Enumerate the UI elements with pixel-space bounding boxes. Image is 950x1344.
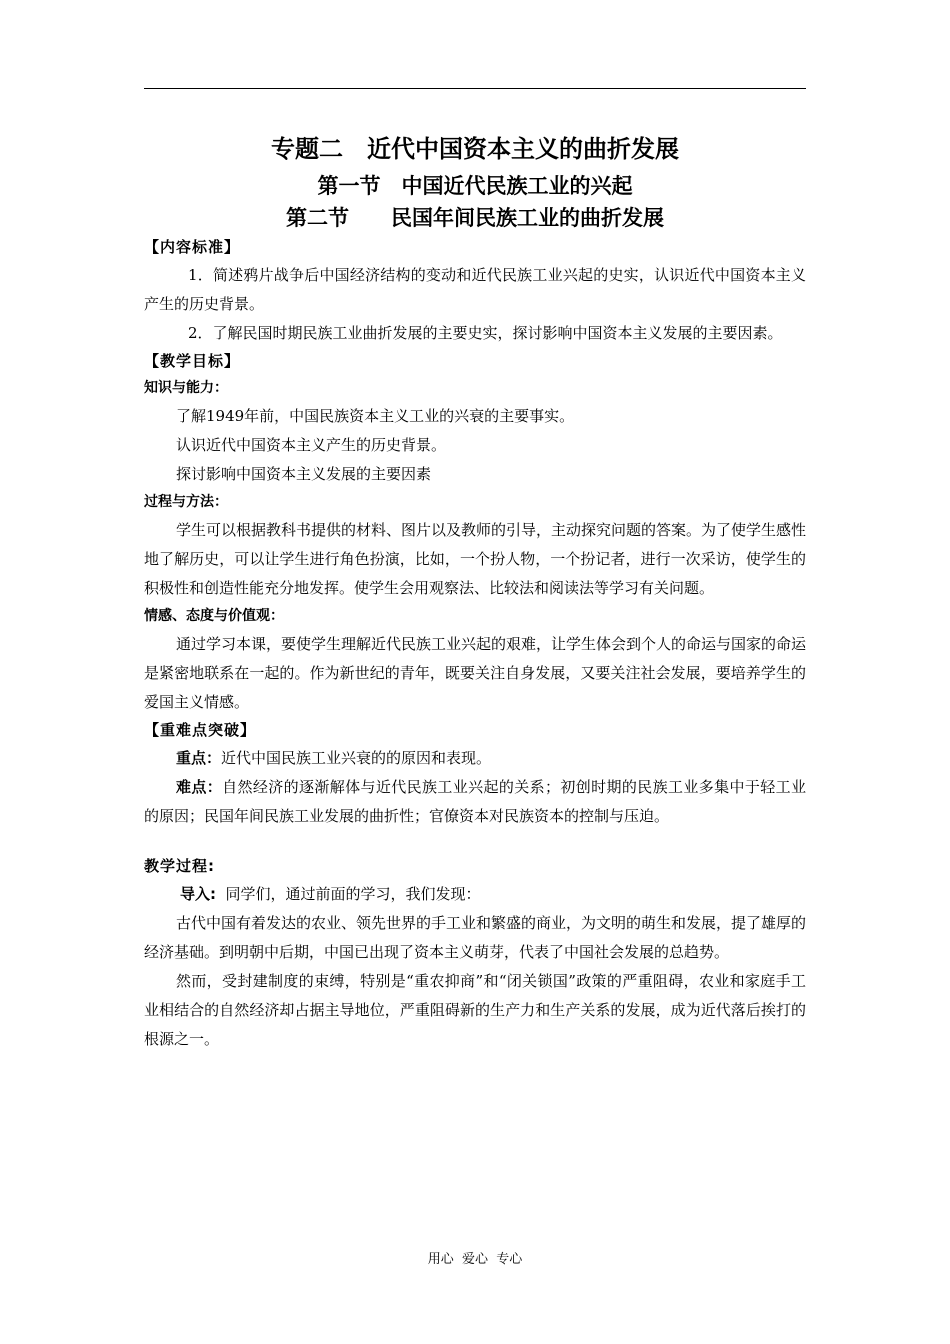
- knowledge-line-2: 认识近代中国资本主义产生的历史背景。: [176, 436, 447, 454]
- teaching-goals-heading: 【教学目标】: [144, 352, 241, 370]
- difficult-point-label: 难点：: [176, 778, 223, 796]
- page-title: 专题二 近代中国资本主义的曲折发展: [271, 135, 679, 163]
- emotion-text: 通过学习本课，要使学生理解近代民族工业兴起的艰难，让学生体会到个人的命运与国家的命运是紧密地联系在一起的。作为新世纪的青年，既要关注自身发展，又要关注社会发展，要培养学生的爱国主义情感。: [144, 635, 807, 711]
- process-method-heading: 过程与方法：: [144, 494, 228, 510]
- intro-label: 导入:: [180, 885, 216, 903]
- emotion-heading: 情感、态度与价值观：: [144, 608, 284, 624]
- content-standard-item-2: 2．了解民国时期民族工业曲折发展的主要史实，探讨影响中国资本主义发展的主要因素。: [188, 324, 783, 342]
- teaching-process-heading: 教学过程:: [144, 857, 215, 875]
- key-point-label: 重点：: [176, 749, 222, 767]
- knowledge-heading: 知识与能力：: [144, 380, 228, 396]
- content-standard-item-1: 1．简述鸦片战争后中国经济结构的变动和近代民族工业兴起的史实，认识近代中国资本主义产生的历史背景。: [144, 266, 806, 313]
- key-point-text: 近代中国民族工业兴衰的的原因和表现。: [221, 749, 492, 767]
- process-paragraph-2: 然而，受封建制度的束缚，特别是“重农抑商”和“闭关锁国”政策的严重阻碍，农业和家庭手工业相结合的自然经济却占据主导地位，严重阻碍新的生产力和生产关系的发展，成为近代落后挨打的根源之一。: [144, 972, 806, 1048]
- difficult-point-paragraph: [144, 773, 806, 831]
- difficult-point-text: 自然经济的逐渐解体与近代民族工业兴起的关系；初创时期的民族工业多集中于轻工业的原因；民国年间民族工业发展的曲折性；官僚资本对民族资本的控制与压迫。: [144, 778, 806, 825]
- content-standard-heading: 【内容标准】: [144, 238, 241, 256]
- knowledge-line-1: 了解1949年前，中国民族资本主义工业的兴衰的主要事实。: [176, 407, 575, 425]
- key-point-paragraph: [144, 744, 806, 773]
- knowledge-line-3: 探讨影响中国资本主义发展的主要因素: [176, 465, 432, 483]
- subtitle-section-2: 第二节 民国年间民族工业的曲折发展: [286, 206, 664, 230]
- subtitle-section-1: 第一节 中国近代民族工业的兴起: [317, 174, 633, 198]
- header-rule: [144, 88, 806, 89]
- document-body: [144, 130, 806, 1054]
- intro-paragraph: [144, 880, 806, 909]
- page-footer: 用心 爱心 专心: [427, 1252, 523, 1267]
- process-method-text: 学生可以根据教科书提供的材料、图片以及教师的引导，主动探究问题的答案。为了使学生感性地了解历史，可以让学生进行角色扮演，比如，一个扮人物，一个扮记者，进行一次采访，使学生的积极性和创造性能充分地发挥。使学生会用观察法、比较法和阅读法等学习有关问题。: [144, 521, 807, 597]
- key-points-heading: 【重难点突破】: [144, 721, 257, 739]
- process-paragraph-1: 古代中国有着发达的农业、领先世界的手工业和繁盛的商业，为文明的萌生和发展，提了雄厚的经济基础。到明朝中后期，中国已出现了资本主义萌芽，代表了中国社会发展的总趋势。: [144, 914, 807, 961]
- intro-text: 同学们，通过前面的学习，我们发现：: [225, 885, 481, 903]
